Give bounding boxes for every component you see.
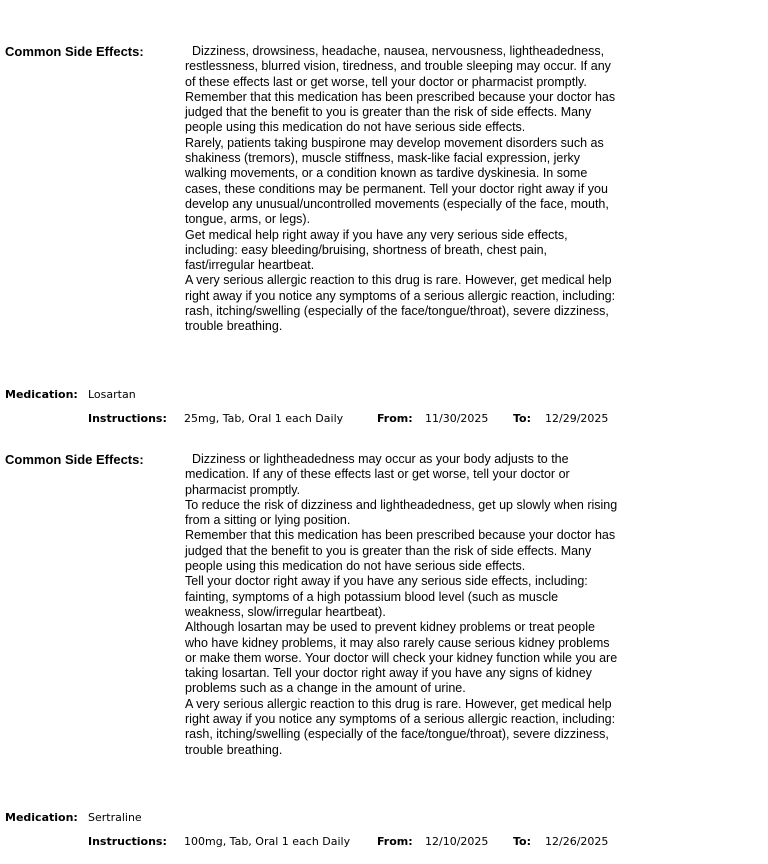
- paragraph: Get medical help right away if you have any very serious side effects, including: easy bleeding/bruising, shortness of breath, chest pain, fast/irregular heartbeat.: [185, 227, 568, 273]
- side-effects-label: Common Side Effects:: [5, 452, 144, 467]
- instructions-value: 25mg, Tab, Oral 1 each Daily: [184, 412, 344, 425]
- medication-name: Sertraline: [88, 811, 142, 824]
- paragraph: A very serious allergic reaction to this drug is rare. However, get medical help right away if you notice any symptoms of a serious allergic reaction, including: rash, itching/swelling (especially of the face/tongue/throat), severe dizziness, trouble breathing.: [185, 273, 616, 334]
- side-effects-text: [185, 44, 619, 335]
- medication-label: Medication:: [5, 388, 78, 401]
- side-effects-text: [185, 452, 619, 758]
- from-label: From:: [377, 835, 413, 848]
- instructions-value: 100mg, Tab, Oral 1 each Daily: [184, 835, 351, 848]
- paragraph: Although losartan may be used to prevent kidney problems or treat people who have kidney problems, it may also rarely cause serious kidney problems or make them worse. Your doctor will check your kidney function while you are taking losartan. Tell your doctor right away if you have any signs of kidney problems such as a change in the amount of urine.: [185, 620, 618, 696]
- to-date: 12/26/2025: [545, 835, 609, 848]
- from-date: 12/10/2025: [425, 835, 489, 848]
- medication-name: Losartan: [88, 388, 136, 401]
- paragraph: Dizziness or lightheadedness may occur as your body adjusts to the medication. If any of these effects last or get worse, tell your doctor or pharmacist promptly.: [185, 452, 570, 497]
- paragraph: Rarely, patients taking buspirone may develop movement disorders such as shakiness (tremors), muscle stiffness, mask-like facial expression, jerky walking movements, or a condition known as tardive dyskinesia. In some cases, these conditions may be permanent. Tell your doctor right away if you develop any unusual/uncontrolled movements (especially of the face, mouth, tongue, arms, or legs).: [185, 135, 609, 227]
- from-label: From:: [377, 412, 413, 425]
- paragraph: A very serious allergic reaction to this drug is rare. However, get medical help right away if you notice any symptoms of a serious allergic reaction, including: rash, itching/swelling (especially of the face/tongue/throat), severe dizziness, trouble breathing.: [185, 696, 616, 757]
- paragraph: Remember that this medication has been prescribed because your doctor has judged that the benefit to you is greater than the risk of side effects. Many people using this medication do not have serious side effects.: [185, 528, 616, 574]
- side-effects-label: Common Side Effects:: [5, 44, 144, 59]
- paragraph: To reduce the risk of dizziness and lightheadedness, get up slowly when rising from a sitting or lying position.: [185, 497, 618, 528]
- instructions-label: Instructions:: [88, 412, 167, 425]
- from-date: 11/30/2025: [425, 412, 489, 425]
- medication-label: Medication:: [5, 811, 78, 824]
- to-date: 12/29/2025: [545, 412, 609, 425]
- instructions-row: [88, 412, 609, 425]
- paragraph: Remember that this medication has been prescribed because your doctor has judged that the benefit to you is greater than the risk of side effects. Many people using this medication do not have serious side effects.: [185, 89, 616, 135]
- to-label: To:: [513, 835, 531, 848]
- instructions-row: [88, 835, 609, 848]
- instructions-label: Instructions:: [88, 835, 167, 848]
- to-label: To:: [513, 412, 531, 425]
- paragraph: Dizziness, drowsiness, headache, nausea, nervousness, lightheadedness, restlessness, blurred vision, tiredness, and trouble sleeping may occur. If any of these effects last or get worse, tell your doctor or pharmacist promptly.: [185, 44, 611, 89]
- paragraph: Tell your doctor right away if you have any serious side effects, including: fainting, symptoms of a high potassium blood level (such as muscle weakness, slow/irregular heartbeat).: [185, 574, 588, 619]
